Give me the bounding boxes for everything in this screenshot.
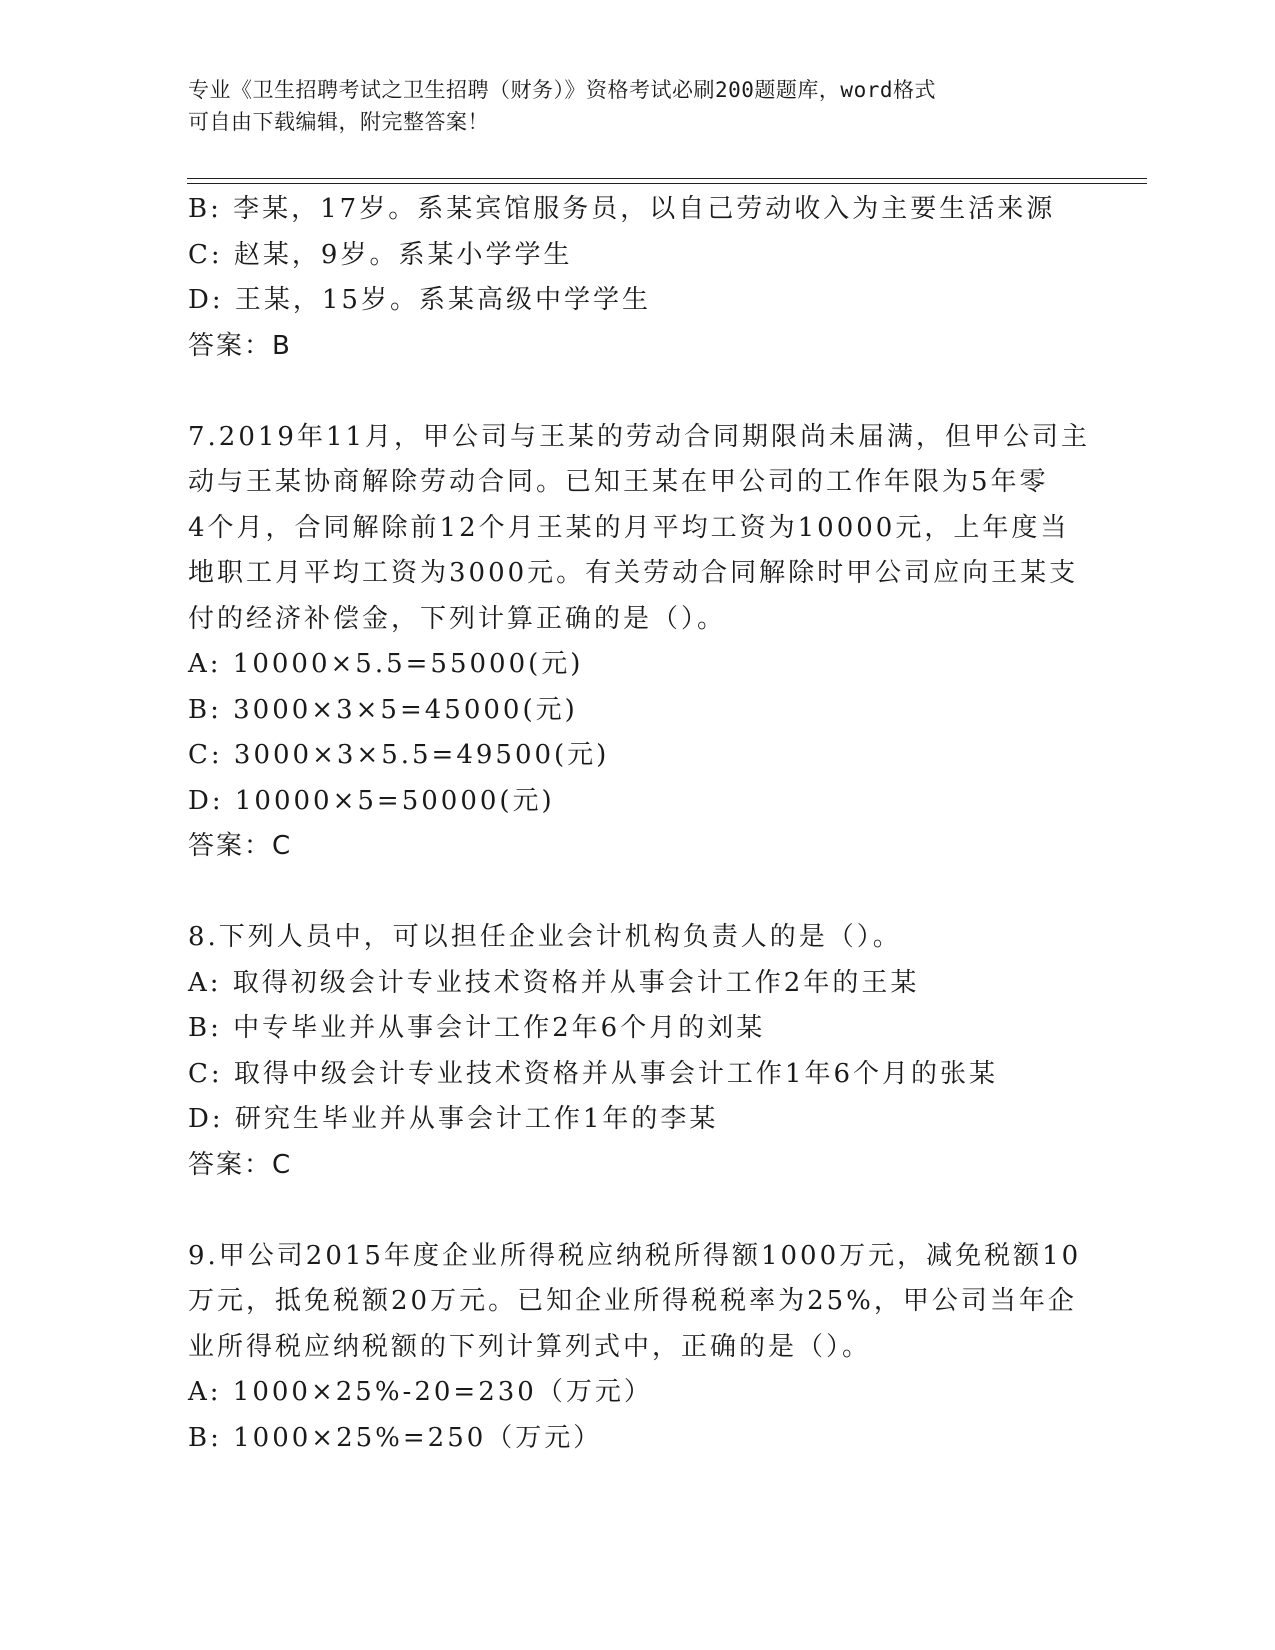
header-rule-bottom: [187, 183, 1147, 184]
q9-option-a: A: 1000×25%-20=230（万元）: [188, 1377, 653, 1407]
q6-answer: 答案：B: [188, 330, 292, 361]
q7-stem-line: 动与王某协商解除劳动合同。已知王某在甲公司的工作年限为5年零: [188, 467, 1049, 497]
q8-option-c: C: 取得中级会计专业技术资格并从事会计工作1年6个月的张某: [188, 1058, 999, 1089]
q7-answer: 答案：C: [188, 831, 293, 861]
question-6: [188, 187, 1078, 369]
q9-option-b: B: 1000×25%=250（万元）: [188, 1422, 603, 1453]
spacer: [188, 369, 1078, 415]
q8-option-b: B: 中专毕业并从事会计工作2年6个月的刘某: [188, 1013, 766, 1043]
question-9: [188, 1234, 1082, 1462]
question-8: [188, 915, 1078, 1188]
q7-stem-line: 4个月，合同解除前12个月王某的月平均工资为10000元，上年度当: [188, 512, 1070, 543]
q7-option-a: A: 10000×5.5=55000(元): [188, 649, 584, 679]
q7-option-d: D: 10000×5=50000(元): [188, 785, 555, 816]
q8-option-a: A: 取得初级会计专业技术资格并从事会计工作2年的王某: [188, 967, 920, 998]
q6-option-d: D: 王某，15岁。系某高级中学学生: [188, 285, 651, 315]
q7-stem-line: 7.2019年11月，甲公司与王某的劳动合同期限尚未届满，但甲公司主: [188, 421, 1091, 452]
spacer: [188, 1188, 1078, 1234]
q8-option-d: D: 研究生毕业并从事会计工作1年的李某: [188, 1104, 719, 1134]
spacer: [188, 870, 1078, 916]
q7-option-b: B: 3000×3×5=45000(元): [188, 694, 578, 725]
q6-option-c: C: 赵某，9岁。系某小学学生: [188, 239, 573, 270]
header-rule-top: [187, 178, 1147, 179]
q9-stem-line: 9.甲公司2015年度企业所得税应纳税所得额1000万元，减免税额10: [188, 1240, 1082, 1271]
q8-answer: 答案：C: [188, 1149, 293, 1180]
q9-stem-line: 万元，抵免税额20万元。已知企业所得税税率为25%，甲公司当年企: [188, 1286, 1077, 1316]
q7-stem-line: 付的经济补偿金，下列计算正确的是（）。: [188, 603, 727, 634]
q9-stem-line: 业所得税应纳税额的下列计算列式中，正确的是（）。: [188, 1331, 872, 1362]
q6-option-b: B: 李某，17岁。系某宾馆服务员，以自己劳动收入为主要生活来源: [188, 194, 1056, 224]
document-body: [188, 187, 1091, 1461]
q7-stem-line: 地职工月平均工资为3000元。有关劳动合同解除时甲公司应向王某支: [188, 558, 1079, 588]
page-header: [188, 74, 1068, 138]
header-line-2: 可自由下载编辑，附完整答案！: [188, 110, 489, 134]
q7-option-c: C: 3000×3×5.5=49500(元): [188, 740, 610, 770]
q8-stem: 8.下列人员中，可以担任企业会计机构负责人的是（）。: [188, 922, 902, 952]
header-line-1: 专业《卫生招聘考试之卫生招聘（财务）》资格考试必刷200题题库，word格式: [188, 78, 936, 102]
question-7: [188, 415, 1091, 870]
